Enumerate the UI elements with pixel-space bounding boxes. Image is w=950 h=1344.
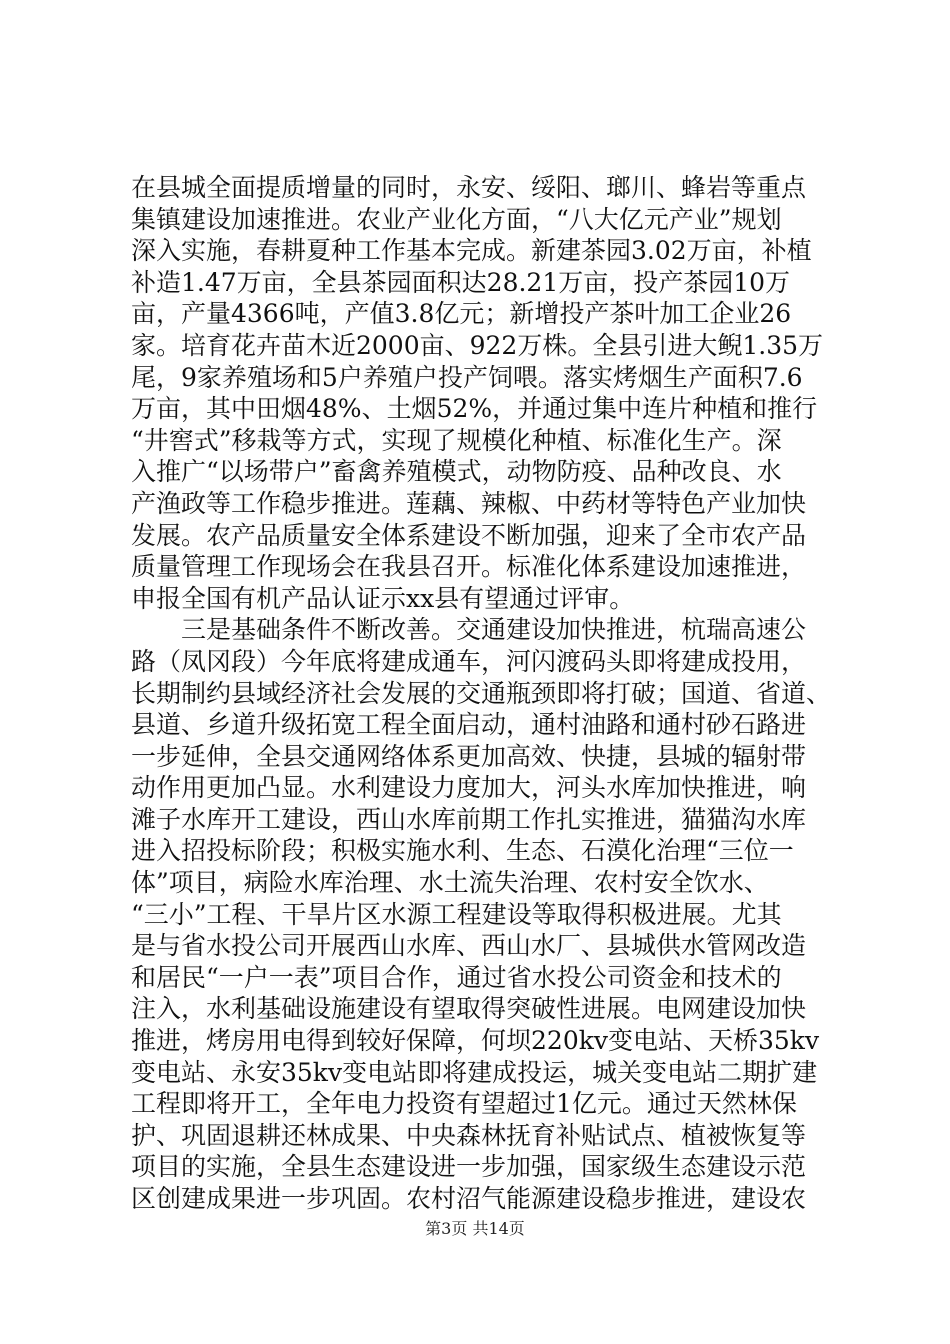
text-line: 变电站、永安35kv变电站即将建成投运，城关变电站二期扩建 <box>131 1057 818 1087</box>
document-body <box>131 172 831 1215</box>
text-line: 申报全国有机产品认证示xx县有望通过评审。 <box>131 583 635 613</box>
text-line: 尾，9家养殖场和5户养殖户投产饲喂。落实烤烟生产面积7.6 <box>131 362 803 392</box>
page-footer: 第3页 共14页 <box>425 1219 525 1238</box>
text-line: 推进，烤房用电得到较好保障，何坝220kv变电站、天桥35kv <box>131 1026 820 1056</box>
text-line: 滩子水库开工建设，西山水库前期工作扎实推进，猫猫沟水库 <box>131 804 807 834</box>
text-line: “井窖式”移栽等方式，实现了规模化种植、标准化生产。深 <box>131 425 782 455</box>
text-line: 家。培育花卉苗木近2000亩、922万株。全县引进大鲵1.35万 <box>131 330 824 360</box>
text-line: 注入，水利基础设施建设有望取得突破性进展。电网建设加快 <box>131 994 807 1024</box>
text-line: 是与省水投公司开展西山水库、西山水厂、县城供水管网改造 <box>131 931 807 961</box>
text-line: 入推广“以场带户”畜禽养殖模式，动物防疫、品种改良、水 <box>131 457 782 487</box>
text-line: 在县城全面提质增量的同时，永安、绥阳、瑯川、蜂岩等重点 <box>131 173 807 202</box>
text-line: 补造1.47万亩，全县茶园面积达28.21万亩，投产茶园10万 <box>131 267 791 297</box>
text-line: 路（凤冈段）今年底将建成通车，河闪渡码头即将建成投用， <box>131 646 807 676</box>
text-line: 深入实施，春耕夏种工作基本完成。新建茶园3.02万亩，补植 <box>131 236 812 266</box>
text-line: 发展。农产品质量安全体系建设不断加强，迎来了全市农产品 <box>131 520 807 550</box>
text-line: 区创建成果进一步巩固。农村沼气能源建设稳步推进，建设农 <box>131 1184 807 1213</box>
text-line: 工程即将开工，全年电力投资有望超过1亿元。通过天然林保 <box>131 1089 797 1119</box>
text-line: 质量管理工作现场会在我县召开。标准化体系建设加速推进， <box>131 552 807 582</box>
text-line: 护、巩固退耕还林成果、中央森林抚育补贴试点、植被恢复等 <box>131 1120 807 1150</box>
text-line: 产渔政等工作稳步推进。莲藕、辣椒、中药材等特色产业加快 <box>131 488 807 518</box>
text-line: 万亩，其中田烟48%、土烟52%，并通过集中连片种植和推行 <box>131 394 818 424</box>
text-line: 项目的实施，全县生态建设进一步加强，国家级生态建设示范 <box>131 1152 807 1182</box>
text-line: 亩，产量4366吨，产值3.8亿元；新增投产茶叶加工企业26 <box>131 299 792 329</box>
text-line: 长期制约县域经济社会发展的交通瓶颈即将打破；国道、省道、 <box>131 678 832 708</box>
text-line: 和居民“一户一表”项目合作，通过省水投公司资金和技术的 <box>131 962 782 992</box>
text-line: 一步延伸，全县交通网络体系更加高效、快捷，县城的辐射带 <box>131 741 807 771</box>
paragraph-first-line: 三是基础条件不断改善。交通建设加快推进，杭瑞高速公 <box>181 615 807 645</box>
text-line: 进入招投标阶段；积极实施水利、生态、石漠化治理“三位一 <box>131 836 794 866</box>
text-line: 体”项目，病险水库治理、水土流失治理、农村安全饮水、 <box>131 868 769 898</box>
text-line: 县道、乡道升级拓宽工程全面启动，通村油路和通村砂石路进 <box>131 710 807 740</box>
text-line: 动作用更加凸显。水利建设力度加大，河头水库加快推进，响 <box>131 773 807 803</box>
text-line: “三小”工程、干旱片区水源工程建设等取得积极进展。尤其 <box>131 899 782 929</box>
text-line: 集镇建设加速推进。农业产业化方面，“八大亿元产业”规划 <box>131 204 782 234</box>
